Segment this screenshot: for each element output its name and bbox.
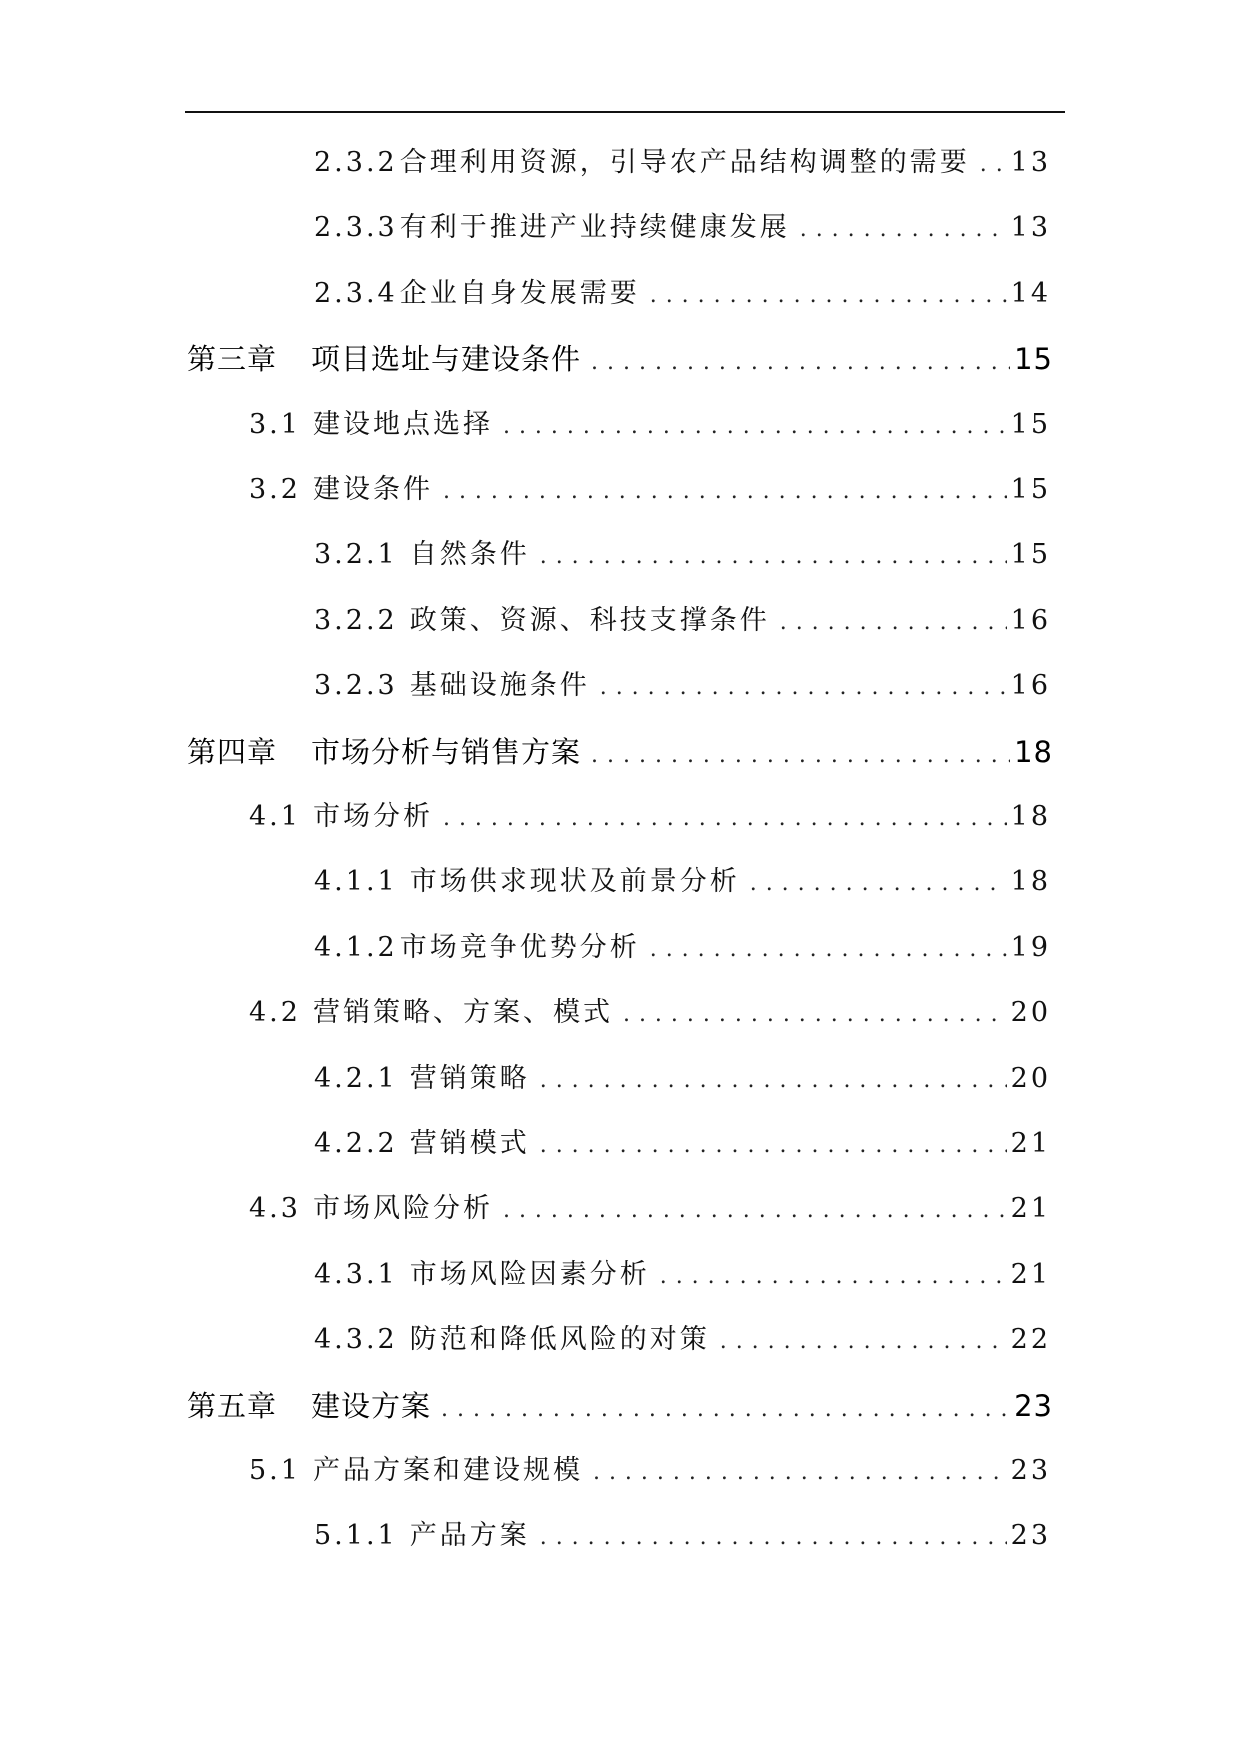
toc-page-number: 18	[1010, 866, 1051, 897]
toc-page-number: 13	[1010, 147, 1051, 178]
toc-entry-number: 3.2.1	[314, 539, 398, 570]
toc-entry-title: 市场风险因素分析	[409, 1259, 650, 1290]
toc-page-number: 16	[1010, 670, 1051, 701]
toc-dot-leader	[650, 928, 1007, 972]
toc-entry[interactable]	[314, 1122, 1051, 1166]
toc-entry-number: 5.1.1	[314, 1520, 398, 1551]
toc-page-number: 23	[1010, 1455, 1051, 1486]
toc-entry-title: 有利于推进产业持续健康发展	[399, 212, 790, 243]
toc-entry-title: 自然条件	[409, 539, 530, 570]
toc-page-number: 16	[1010, 605, 1051, 636]
toc-dot-leader	[503, 1189, 1007, 1233]
toc-entry[interactable]	[314, 533, 1051, 577]
toc-entry-title: 市场分析	[312, 801, 433, 832]
toc-entry[interactable]	[249, 468, 1051, 512]
header-rule	[185, 111, 1065, 113]
toc-dot-leader	[540, 1059, 1007, 1103]
toc-entry[interactable]	[249, 1449, 1051, 1493]
toc-entry-title: 产品方案和建设规模	[312, 1455, 583, 1486]
toc-entry-number: 4.3	[249, 1193, 301, 1224]
toc-dot-leader	[660, 1255, 1007, 1299]
toc-dot-leader	[591, 341, 1010, 385]
toc-entry-title: 市场分析与销售方案	[311, 735, 582, 769]
toc-dot-leader	[600, 666, 1007, 710]
toc-entry-number: 2.3.2	[314, 147, 398, 178]
toc-dot-leader	[540, 535, 1007, 579]
toc-entry[interactable]	[314, 1057, 1051, 1101]
toc-entry-title: 基础设施条件	[409, 670, 590, 701]
toc-dot-leader	[623, 993, 1007, 1037]
toc-entry-title: 建设条件	[312, 474, 433, 505]
toc-page-number: 20	[1010, 1063, 1051, 1094]
toc-entry-number: 4.3.1	[314, 1259, 398, 1290]
toc-entry-number: 2.3.3	[314, 212, 398, 243]
toc-entry-title: 建设地点选择	[312, 409, 493, 440]
toc-entry-title: 项目选址与建设条件	[311, 342, 582, 376]
toc-dot-leader	[800, 208, 1007, 252]
toc-entry[interactable]	[249, 403, 1051, 447]
toc-dot-leader	[650, 274, 1007, 318]
toc-entry[interactable]	[314, 141, 1051, 185]
toc-entry[interactable]	[249, 991, 1051, 1035]
toc-entry-number: 4.2	[249, 997, 301, 1028]
toc-page-number: 14	[1010, 278, 1051, 309]
toc-entry[interactable]	[249, 795, 1051, 839]
toc-entry-title: 防范和降低风险的对策	[409, 1324, 710, 1355]
toc-page-number: 15	[1010, 409, 1051, 440]
toc-entry[interactable]	[314, 860, 1051, 904]
toc-entry-title: 市场风险分析	[312, 1193, 493, 1224]
toc-entry[interactable]	[314, 926, 1051, 970]
toc-entry-number: 2.3.4	[314, 278, 398, 309]
toc-dot-leader	[780, 601, 1007, 645]
toc-entry-number: 第五章	[187, 1389, 278, 1423]
toc-entry-number: 4.1.1	[314, 866, 398, 897]
toc-entry-number: 4.3.2	[314, 1324, 398, 1355]
toc-dot-leader	[750, 862, 1007, 906]
toc-page-number: 18	[1014, 735, 1053, 769]
toc-entry[interactable]	[314, 599, 1051, 643]
toc-entry-title: 合理利用资源，引导农产品结构调整的需要	[399, 147, 970, 178]
toc-dot-leader	[540, 1124, 1007, 1168]
toc-entry-number: 4.2.1	[314, 1063, 398, 1094]
toc-page-number: 21	[1010, 1128, 1051, 1159]
toc-page-number: 20	[1010, 997, 1051, 1028]
toc-entry-number: 3.2	[249, 474, 301, 505]
toc-entry[interactable]	[314, 664, 1051, 708]
toc-entry[interactable]	[314, 272, 1051, 316]
toc-entry-title: 建设方案	[311, 1389, 432, 1423]
toc-entry-number: 3.1	[249, 409, 301, 440]
toc-entry-number: 3.2.3	[314, 670, 398, 701]
toc-entry-number: 5.1	[249, 1455, 301, 1486]
toc-entry-number: 3.2.2	[314, 605, 398, 636]
toc-entry-title: 营销策略、方案、模式	[312, 997, 613, 1028]
toc-dot-leader	[443, 797, 1007, 841]
toc-page-number: 15	[1010, 539, 1051, 570]
toc-entry-title: 市场供求现状及前景分析	[409, 866, 740, 897]
toc-dot-leader	[540, 1516, 1007, 1560]
toc-entry-title: 企业自身发展需要	[399, 278, 640, 309]
toc-entry-title: 产品方案	[409, 1520, 530, 1551]
toc-page-number: 19	[1010, 932, 1051, 963]
toc-chapter-entry[interactable]	[187, 730, 1053, 774]
toc-entry-number: 4.1.2	[314, 932, 398, 963]
toc-dot-leader	[593, 1451, 1007, 1495]
toc-dot-leader	[591, 734, 1010, 778]
toc-page-number: 15	[1014, 342, 1053, 376]
toc-entry-title: 营销策略	[409, 1063, 530, 1094]
toc-entry-title: 市场竞争优势分析	[399, 932, 640, 963]
toc-entry-number: 第四章	[187, 735, 278, 769]
toc-entry[interactable]	[249, 1187, 1051, 1231]
toc-page-number: 23	[1014, 1389, 1053, 1423]
toc-entry-number: 4.2.2	[314, 1128, 398, 1159]
toc-entry[interactable]	[314, 1514, 1051, 1558]
toc-page-number: 21	[1010, 1259, 1051, 1290]
toc-dot-leader	[503, 405, 1007, 449]
toc-dot-leader	[980, 143, 1007, 187]
toc-entry[interactable]	[314, 1253, 1051, 1297]
toc-entry[interactable]	[314, 1318, 1051, 1362]
toc-entry[interactable]	[314, 206, 1051, 250]
toc-entry-number: 4.1	[249, 801, 301, 832]
toc-page-number: 15	[1010, 474, 1051, 505]
toc-entry-number: 第三章	[187, 342, 278, 376]
toc-page-number: 18	[1010, 801, 1051, 832]
toc-page-number: 13	[1010, 212, 1051, 243]
toc-page-number: 21	[1010, 1193, 1051, 1224]
toc-page-number: 22	[1010, 1324, 1051, 1355]
toc-entry-title: 政策、资源、科技支撑条件	[409, 605, 770, 636]
toc-dot-leader	[443, 470, 1007, 514]
toc-chapter-entry[interactable]	[187, 337, 1053, 381]
toc-entry-title: 营销模式	[409, 1128, 530, 1159]
toc-page-number: 23	[1010, 1520, 1051, 1551]
toc-chapter-entry[interactable]	[187, 1384, 1053, 1428]
toc-dot-leader	[720, 1320, 1007, 1364]
toc-dot-leader	[441, 1388, 1010, 1432]
